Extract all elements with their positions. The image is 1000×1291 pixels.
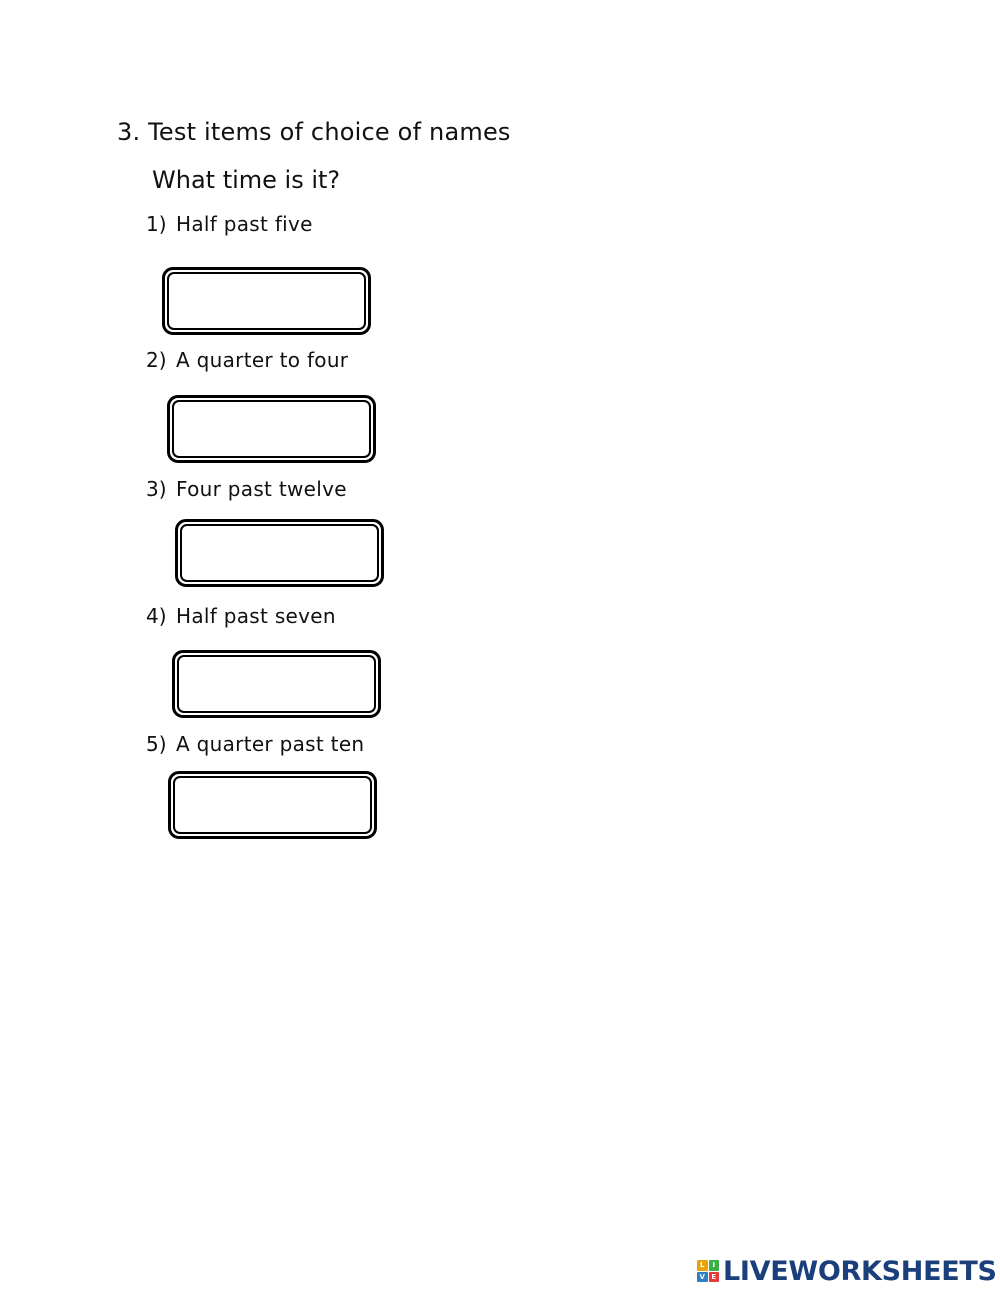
answer-box[interactable] — [175, 519, 384, 587]
answer-input-area[interactable] — [177, 655, 376, 713]
answer-input-area[interactable] — [172, 400, 371, 458]
liveworksheets-logo-icon — [697, 1260, 719, 1282]
item-number: 5) — [146, 732, 167, 756]
item-label: Four past twelve — [176, 477, 347, 501]
logo-tile: E — [709, 1272, 720, 1283]
liveworksheets-logo — [697, 1257, 997, 1285]
item-label: A quarter past ten — [176, 732, 365, 756]
item-label: Half past seven — [176, 604, 336, 628]
item-number: 3) — [146, 477, 167, 501]
item-label: Half past five — [176, 212, 313, 236]
section-heading: 3. Test items of choice of names — [117, 118, 511, 146]
item-number: 1) — [146, 212, 167, 236]
item-number: 2) — [146, 348, 167, 372]
logo-tile: V — [697, 1272, 708, 1283]
logo-tile: I — [709, 1260, 720, 1271]
answer-input-area[interactable] — [173, 776, 372, 834]
answer-box[interactable] — [162, 267, 371, 335]
logo-tile: L — [697, 1260, 708, 1271]
answer-box[interactable] — [168, 771, 377, 839]
item-number: 4) — [146, 604, 167, 628]
answer-box[interactable] — [167, 395, 376, 463]
item-label: A quarter to four — [176, 348, 349, 372]
question-text: What time is it? — [152, 166, 341, 194]
answer-box[interactable] — [172, 650, 381, 718]
answer-input-area[interactable] — [167, 272, 366, 330]
answer-input-area[interactable] — [180, 524, 379, 582]
brand-name: LIVEWORKSHEETS — [723, 1255, 997, 1287]
